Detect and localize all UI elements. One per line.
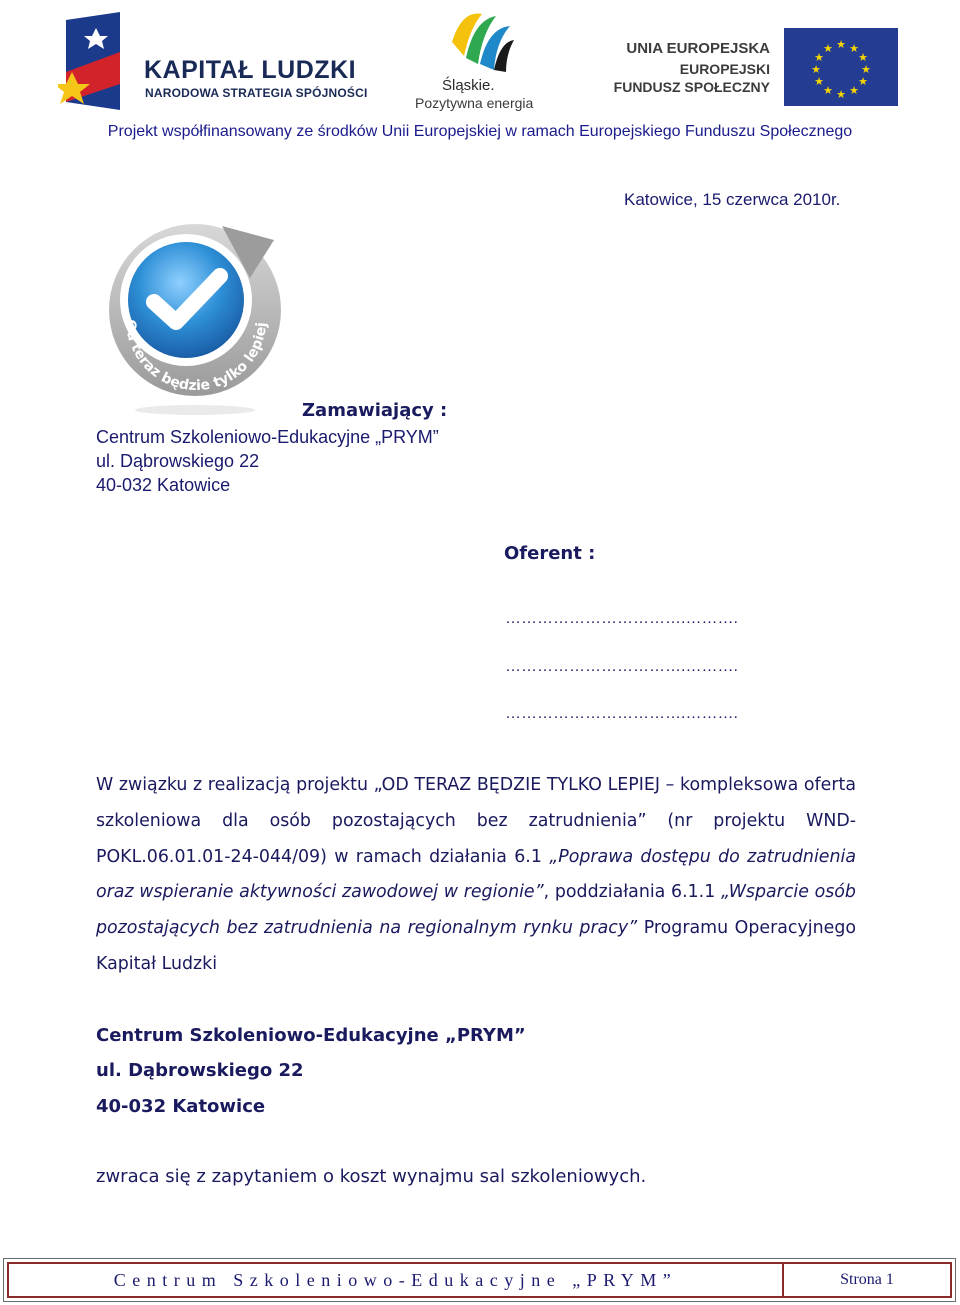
slaskie-tagline: Pozytywna energia [415,95,534,111]
svg-text:★: ★ [858,51,868,64]
body-italic-1: „Poprawa dostępu do zatrudnienia oraz wspieranie aktywności zawodowej w regionie” [96,846,856,903]
checkmark-badge-icon [102,218,288,418]
svg-text:★: ★ [814,75,824,88]
footer-company-name: Centrum Szkoleniowo-Edukacyjne „PRYM” [9,1264,784,1296]
ue-line-2: EUROPEJSKI [679,61,770,77]
offerent-line-3: …………………………….………. [505,705,738,722]
footer-frame [7,1262,952,1298]
sender-city: 40-032 Katowice [96,1096,266,1117]
svg-text:★: ★ [836,88,846,101]
page-footer [3,1258,956,1302]
svg-text:★: ★ [849,42,859,55]
eu-flag-icon [784,28,898,106]
cofinancing-note: Projekt współfinansowany ze środków Unii Europejskiej w ramach Europejskiego Funduszu Społecznego [107,123,853,140]
body-paragraph [96,768,856,983]
kapital-ludzki-subtitle: NARODOWA STRATEGIA SPÓJNOŚCI [145,86,368,100]
svg-text:★: ★ [823,84,833,97]
svg-text:★: ★ [849,84,859,97]
ordering-party-name: Centrum Szkoleniowo-Edukacyjne „PRYM” [96,427,439,447]
kapital-ludzki-title: KAPITAŁ LUDZKI [144,56,357,84]
slaskie-name: Śląskie. [442,77,495,94]
request-sentence: zwraca się z zapytaniem o koszt wynajmu sal szkoleniowych. [96,1166,647,1187]
svg-text:★: ★ [836,38,846,51]
svg-text:★: ★ [814,51,824,64]
offerent-label: Oferent : [504,543,596,564]
offerent-line-1: …………………………….………. [505,610,738,627]
ordering-party-label: Zamawiający : [302,400,448,421]
ordering-party-city: 40-032 Katowice [96,475,231,495]
slaskie-waves-icon [442,6,516,74]
document-date: Katowice, 15 czerwca 2010r. [624,190,841,209]
footer-page-number: Strona 1 [840,1271,894,1288]
svg-text:★: ★ [858,75,868,88]
slaskie-logo [412,6,542,110]
body-part-1: W związku z realizacją projektu „OD TERAZ BĘDZIE TYLKO LEPIEJ – kompleksowa oferta szkoleniowa dla osób pozostających bez zatrudnienia” (nr projektu WND-POKL.06.01.01-24-044/09) w ramach działania 6.1 [96,775,856,867]
svg-text:★: ★ [861,63,871,76]
svg-text:★: ★ [811,63,821,76]
ue-line-1: UNIA EUROPEJSKA [626,40,770,57]
offerent-line-2: …………………………….………. [505,658,738,675]
ue-efs-logo [600,28,898,110]
sender-name: Centrum Szkoleniowo-Edukacyjne „PRYM” [96,1025,526,1046]
badge-slogan: Od teraz będzie tylko lepiej [121,318,270,395]
body-part-3: Programu Operacyjnego Kapitał Ludzki [96,918,856,974]
ordering-party-street: ul. Dąbrowskiego 22 [96,451,260,471]
sender-street: ul. Dąbrowskiego 22 [96,1060,304,1081]
kapital-ludzki-flag-icon [58,12,128,110]
body-italic-2: „Wsparcie osób pozostających bez zatrudnienia na regionalnym rynku pracy” [96,882,856,939]
kapital-ludzki-logo [58,12,388,110]
ue-line-3: FUNDUSZ SPOŁECZNY [613,79,770,95]
project-badge [102,218,288,418]
body-part-2: , poddziałania 6.1.1 [543,882,721,903]
svg-text:★: ★ [823,42,833,55]
